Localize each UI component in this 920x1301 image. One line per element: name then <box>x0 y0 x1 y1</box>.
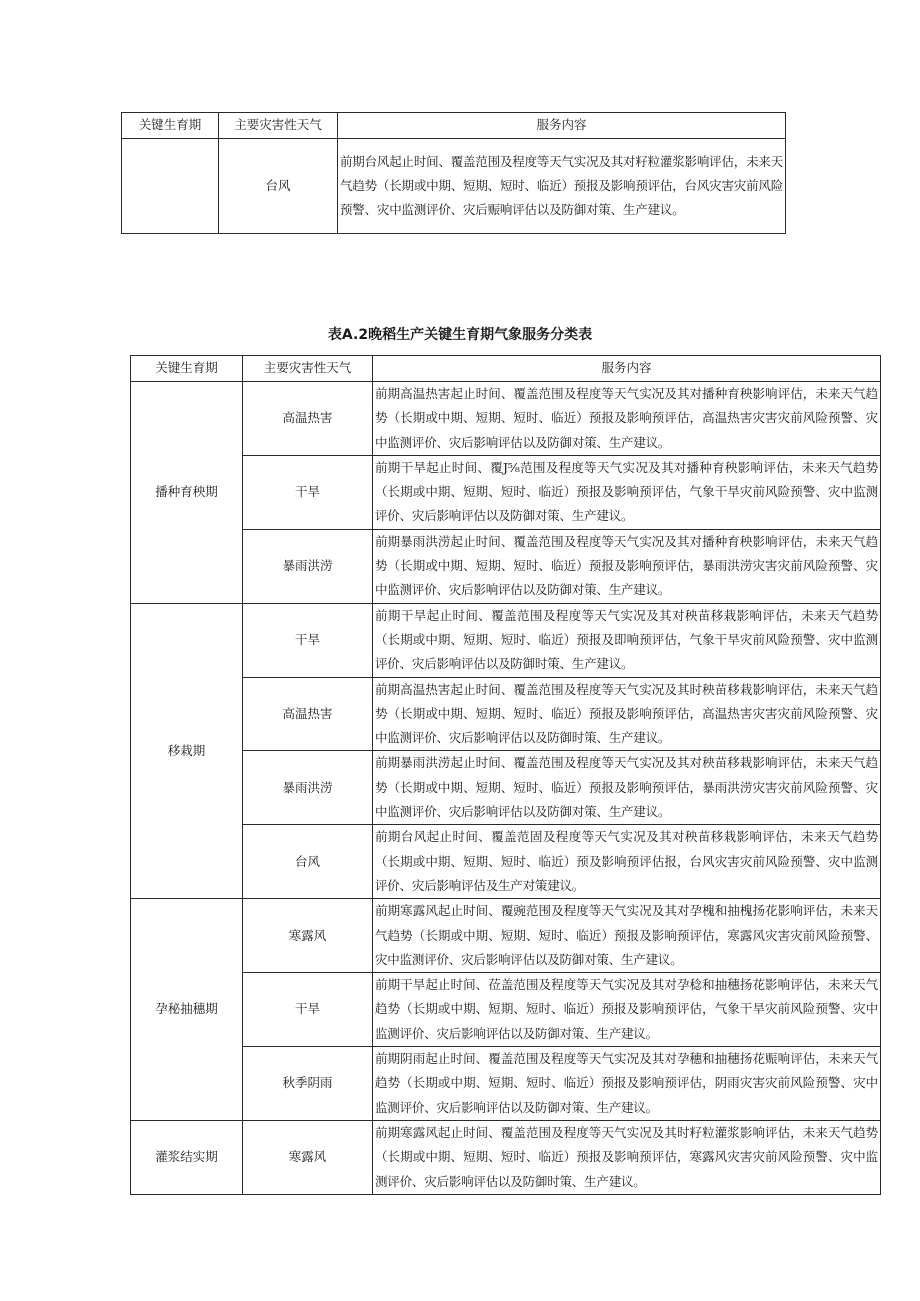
hazard-cell: 暴雨洪涝 <box>243 529 373 603</box>
table-header-row <box>131 356 881 382</box>
content-cell: 前期干旱起止时间、莅盖范围及程度等天气实况及其对孕稔和抽穗扬花影响评估，未来天气趋势（长期或中期、短期、短时、临近）预报及影响预评估，气象干旱灾前风险预警、灾中监测评价、灾后影响评估以及防御对策、生产建议。 <box>373 973 881 1047</box>
hazard-cell: 干旱 <box>243 973 373 1047</box>
table-row <box>131 529 881 603</box>
hazard-cell: 寒露风 <box>243 1120 373 1194</box>
table-row <box>131 382 881 456</box>
table-row <box>131 677 881 751</box>
content-cell: 前期暴雨洪涝起止时间、覆盖范围及程度等天气实况及其对秧苗移栽影响评估，未来天气趋势（长期或中期、短期、短时、临近）预报及影响预评估，暴雨洪涝灾害灾前风险预警、灾中监测评价、灾后影响评估以及防御对策、生产建议。 <box>373 751 881 825</box>
content-cell: 前期干旱起止时间、覆盖范围及程度等天气实况及其对秧苗移栽影响评估，未来天气趋势（长期或中期、短期、短时、临近）预报及即响预评估，气象干旱灾前风险预警、灾中监测评价、灾后影响评估以及防御时策、生产建议。 <box>373 603 881 677</box>
header-content: 服务内容 <box>373 356 881 382</box>
hazard-cell: 干旱 <box>243 603 373 677</box>
hazard-cell: 寒露风 <box>243 899 373 973</box>
table-continuation <box>121 112 786 234</box>
hazard-cell: 台风 <box>219 139 338 234</box>
header-content: 服务内容 <box>338 113 786 139</box>
table-late-rice <box>130 355 881 1195</box>
hazard-cell: 台风 <box>243 825 373 899</box>
stage-cell <box>122 139 219 234</box>
hazard-cell: 高温热害 <box>243 677 373 751</box>
hazard-cell: 干旱 <box>243 455 373 529</box>
table-row <box>131 825 881 899</box>
hazard-cell: 秋季阴雨 <box>243 1047 373 1121</box>
stage-cell: 播种育秧期 <box>131 382 243 604</box>
stage-cell: 移栽期 <box>131 603 243 899</box>
hazard-cell: 高温热害 <box>243 382 373 456</box>
content-cell: 前期寒露风起止时间、覆盖范围及程度等天气实况及其时籽粒灌浆影响评估，未来天气趋势（长期或中期、短期、短时、临近）预报及影响预评估，寒露风灾害灾前风险预警、灾中监测评价、灾后影响评估以及防御时策、生产建议。 <box>373 1120 881 1194</box>
table-row <box>131 899 881 973</box>
content-cell: 前期阴雨起止时间、覆盖范围及程度等天气实况及其对孕穗和抽穗扬花赈响评估，未来天气趋势（长期或中期、短期、短时、临近）预报及影响预评估，阴雨灾害灾前风险预警、灾中监测评价、灾后影响评估以及防御对策、生产建议。 <box>373 1047 881 1121</box>
table-header-row <box>122 113 786 139</box>
content-cell: 前期高温热害起止时间、覆盖范围及程度等天气实况及其时秧苗移栽影响评估，未来天气趋势（长期或中期、短期、短时、临近）预报及影响预评估，高温热害灾害灾前风险预警、灾中监测评价、灾后影响评估以及防御时策、生产建议。 <box>373 677 881 751</box>
header-hazard: 主要灾害性天气 <box>219 113 338 139</box>
header-stage: 关键生育期 <box>131 356 243 382</box>
table-row <box>131 973 881 1047</box>
table-title: 表A.2晚稻生产关键生育期气象服务分类表 <box>327 327 593 343</box>
content-cell: 前期寒露风起止时间、覆豌范围及程度等天气实况及其对孕槐和抽槐扬花影响评估，未来天气趋势（长期或中期、短期、短时、临近）预报及影响预评估，寒露风灾害灾前风险预警、灾中监测评价、灾后影响评估以及防御对策、生产建议。 <box>373 899 881 973</box>
content-cell: 前期台风起止时间、覆盖范固及程度等天气实况及其对秧苗移栽影响评估，未来天气趋势（长期或中期、短期、短时、临近）预及影响预评估报，台风灾害灾前风险预警、灾中监测评价、灾后影响评估及生产对策建议。 <box>373 825 881 899</box>
table-row <box>131 1047 881 1121</box>
stage-cell: 孕秘抽穗期 <box>131 899 243 1121</box>
table-row <box>131 603 881 677</box>
table-row <box>122 139 786 234</box>
content-cell: 前期高温热害起止时间、覆盖范围及程度等天气实况及其对播种育秧影响评估，未来天气趋势（长期或中期、短期、短时、临近）预报及影响预评估，高温热害灾害灾前风险预警、灾中监测评价、灾后影响评估以及防御对策、生产建议。 <box>373 382 881 456</box>
header-hazard: 主要灾害性天气 <box>243 356 373 382</box>
table-row <box>131 1120 881 1194</box>
table-row <box>131 751 881 825</box>
table-row <box>131 455 881 529</box>
content-cell: 前期台风起止时间、覆盖范围及程度等天气实况及其对籽粒灌浆影响评估，未来天气趋势（长期或中期、短期、短时、临近）预报及影响预评估，台风灾害灾前风险预警、灾中监测评价、灾后赈响评估以及防御对策、生产建议。 <box>338 139 786 234</box>
content-cell: 前期干旱起止时间、覆J⅝范围及程度等天气实况及其对播种育秧影响评估，未来天气趋势（长期或中期、短期、短时、临近）预报及影响预评估，气象干旱灾前风险预警、灾中监测评价、灾后影响评估以及防御对策、生产建议。 <box>373 455 881 529</box>
stage-cell: 灌浆结实期 <box>131 1120 243 1194</box>
header-stage: 关键生育期 <box>122 113 219 139</box>
content-cell: 前期暴雨洪涝起止时间、覆盖范围及程度等天气实况及其对播种育秧影响评估，未来天气趋势（长期或中期、短期、短时、临近）预报及影响预评估，暴雨洪涝灾害灾前风险预警、灾中监测评价、灾后影响评估以及防御对策、生产建议。 <box>373 529 881 603</box>
hazard-cell: 暴雨洪涝 <box>243 751 373 825</box>
